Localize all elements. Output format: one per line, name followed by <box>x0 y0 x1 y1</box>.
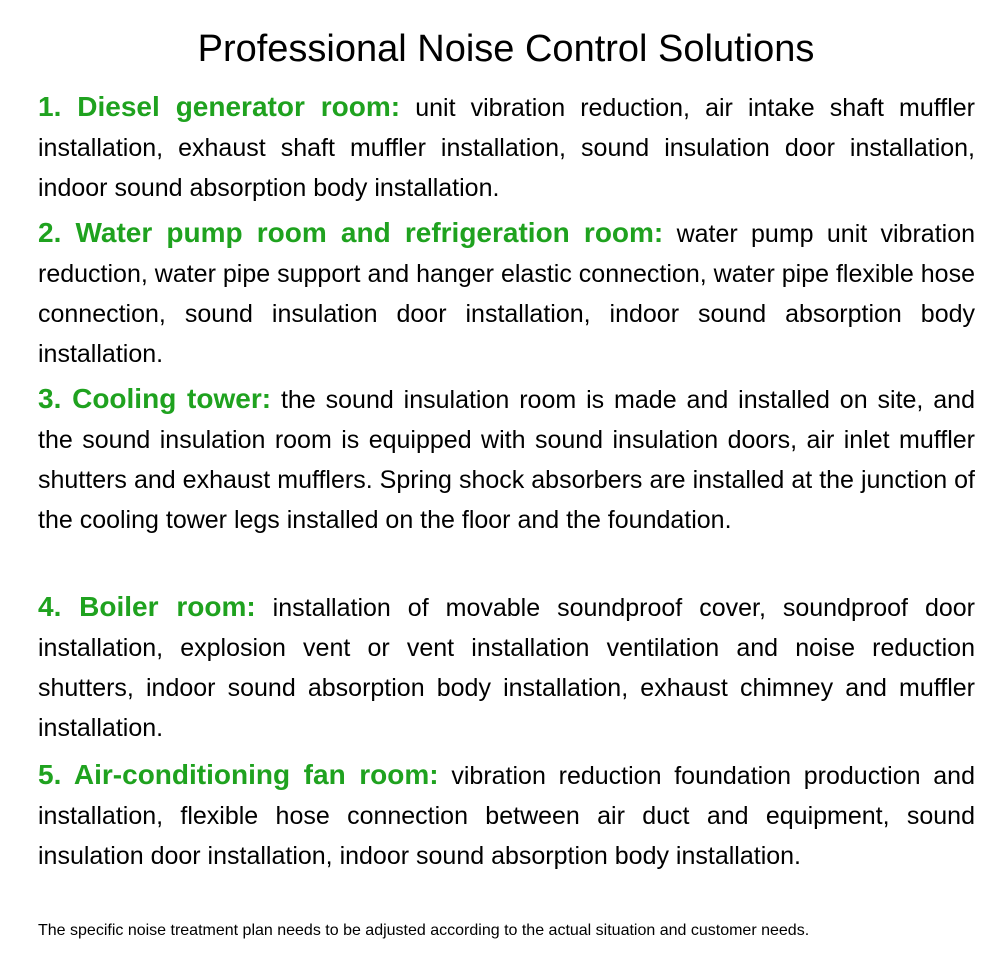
section-heading: 5. Air-conditioning fan room: <box>38 759 439 790</box>
section-heading: 2. Water pump room and refrigeration room: <box>38 217 664 248</box>
section-body: vibration reduction foundation production and installation, flexible hose connection between air duct and equipment, sound insulation door installation, indoor sound absorption body installation. <box>38 762 975 870</box>
section-air-conditioning-fan-room <box>38 755 975 876</box>
section-body: water pump unit vibration reduction, water pipe support and hanger elastic connection, water pipe flexible hose connection, sound insulation door installation, indoor sound absorption body installation. <box>38 220 976 368</box>
section-cooling-tower <box>38 379 975 540</box>
section-heading: 4. Boiler room: <box>38 591 256 622</box>
section-boiler-room <box>38 587 975 748</box>
footnote: The specific noise treatment plan needs to be adjusted according to the actual situation and customer needs. <box>38 922 810 939</box>
page-title: Professional Noise Control Solutions <box>197 28 815 70</box>
section-heading: 3. Cooling tower: <box>38 383 272 414</box>
section-diesel-generator-room <box>38 87 975 208</box>
section-body: the sound insulation room is made and installed on site, and the sound insulation room is equipped with sound insulation doors, air inlet muffler shutters and exhaust mufflers. Spring shock absorbers are installed at the junction of the cooling tower legs installed on the floor and the foundation. <box>38 386 975 534</box>
section-body: unit vibration reduction, air intake shaft muffler installation, exhaust shaft muffler installation, sound insulation door installation, indoor sound absorption body installation. <box>38 94 975 202</box>
section-heading: 1. Diesel generator room: <box>38 91 401 122</box>
section-water-pump-room <box>38 213 975 374</box>
section-body: installation of movable soundproof cover, soundproof door installation, explosion vent or vent installation ventilation and noise reduction shutters, indoor sound absorption body installation, exhaust chimney and muffler installation. <box>38 594 975 742</box>
